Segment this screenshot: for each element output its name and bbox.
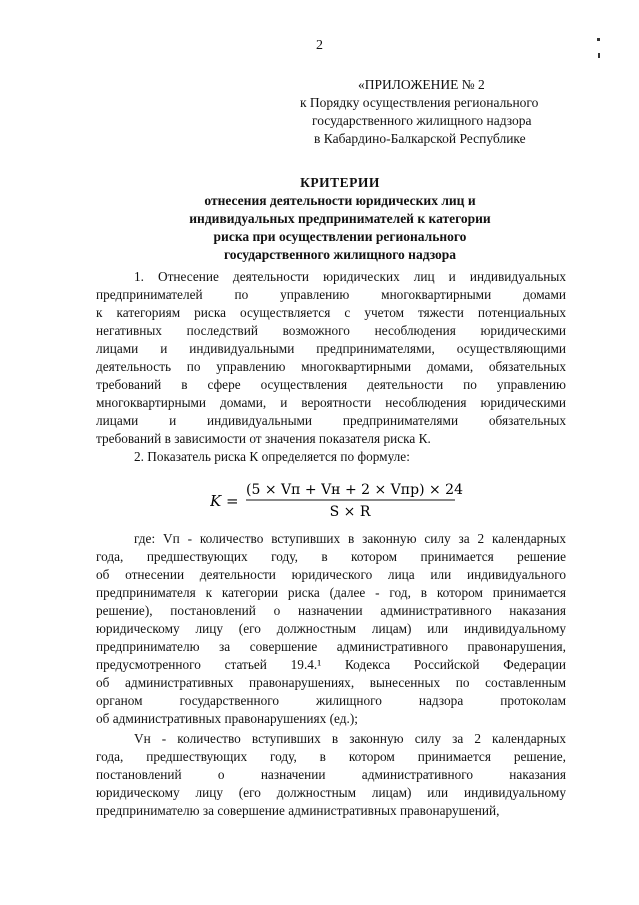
paragraph3-line: об административных правонарушениях, вынесенных по составленным <box>96 675 566 690</box>
scan-dot <box>597 38 600 41</box>
paragraph3-line: об отнесении деятельности юридического лица или индивидуального <box>96 567 566 582</box>
paragraph-3 <box>96 530 566 728</box>
paragraph4-line: постановлений о назначении административного наказания <box>96 767 566 782</box>
paragraph-2-text: 2. Показатель риска К определяется по формуле: <box>134 449 410 464</box>
paragraph1-line: деятельность по управлению многоквартирными домами, обязательных <box>96 359 566 374</box>
heading-line: отнесения деятельности юридических лиц и <box>204 193 476 208</box>
paragraph3-line: решение), постановлений о назначении административного наказания <box>96 603 566 618</box>
paragraph3-line: предпринимателя к категории риска (далее - год, в котором принимается <box>96 585 566 600</box>
heading-line: риска при осуществлении регионального <box>213 229 467 244</box>
paragraph1-line: негативных последствий возможного несоблюдения юридическими <box>96 323 566 338</box>
paragraph3-line: года, предшествующих году, в котором принимается решение <box>96 549 566 564</box>
document-heading <box>60 174 620 264</box>
paragraph3-line: юридическому лицу (его должностным лицам) или индивидуальному <box>96 621 566 636</box>
appendix-line: в Кабардино-Балкарской Республике <box>314 131 526 146</box>
paragraph-4 <box>96 730 566 820</box>
scan-dot <box>598 53 600 58</box>
heading-title: КРИТЕРИИ <box>300 175 380 190</box>
paragraph1-line: предпринимателей по управлению многоквартирными домами <box>96 287 566 302</box>
paragraph4-line: юридическому лицу (его должностным лицам) или индивидуальному <box>96 785 566 800</box>
paragraph1-line: 1. Отнесение деятельности юридических лиц и индивидуальных <box>134 269 566 284</box>
appendix-line: к Порядку осуществления регионального <box>300 95 539 110</box>
paragraph4-line: года, предшествующих году, в котором принимается решение, <box>96 749 566 764</box>
appendix-title: «ПРИЛОЖЕНИЕ № 2 <box>358 77 485 92</box>
paragraph1-line: требований в зависимости от значения показателя риска К. <box>96 431 431 446</box>
paragraph3-line: где: Vп - количество вступивших в законную силу за 2 календарных <box>134 531 566 546</box>
paragraph1-line: лицами и индивидуальными предпринимателями обязательных <box>96 413 566 428</box>
paragraph3-line: предусмотренного статьей 19.4.¹ Кодекса Российской Федерации <box>96 657 566 672</box>
risk-formula <box>210 478 470 520</box>
appendix-header <box>300 76 600 148</box>
heading-line: государственного жилищного надзора <box>223 247 457 262</box>
heading-line: индивидуальных предпринимателей к категории <box>189 211 491 226</box>
paragraph3-line: органом государственного жилищного надзора протоколам <box>96 693 566 708</box>
paragraph3-line: об административных правонарушениях (ед.); <box>96 711 358 726</box>
formula-lhs: K = <box>210 492 239 510</box>
paragraph1-line: лицами и индивидуальными предпринимателями, осуществляющими <box>96 341 566 356</box>
paragraph1-line: многоквартирными домами, и вероятности несоблюдения юридическими <box>96 395 566 410</box>
appendix-line: государственного жилищного надзора <box>312 113 532 128</box>
formula-svg <box>210 478 470 520</box>
page-number: 2 <box>316 38 323 53</box>
paragraph-1 <box>96 268 566 448</box>
formula-numerator: (5 × Vп + Vн + 2 × Vпр) × 24 <box>246 482 463 498</box>
paragraph1-line: требований в сфере осуществления деятельности по управлению <box>96 377 566 392</box>
paragraph4-line: Vн - количество вступивших в законную силу за 2 календарных <box>134 731 566 746</box>
paragraph3-line: предпринимателю за совершение административного правонарушения, <box>96 639 566 654</box>
paragraph-2 <box>134 448 554 466</box>
paragraph4-line: предпринимателю за совершение административных правонарушений, <box>96 803 500 818</box>
formula-denominator: S × R <box>329 504 371 520</box>
paragraph1-line: к категориям риска осуществляется с учетом тяжести потенциальных <box>96 305 566 320</box>
